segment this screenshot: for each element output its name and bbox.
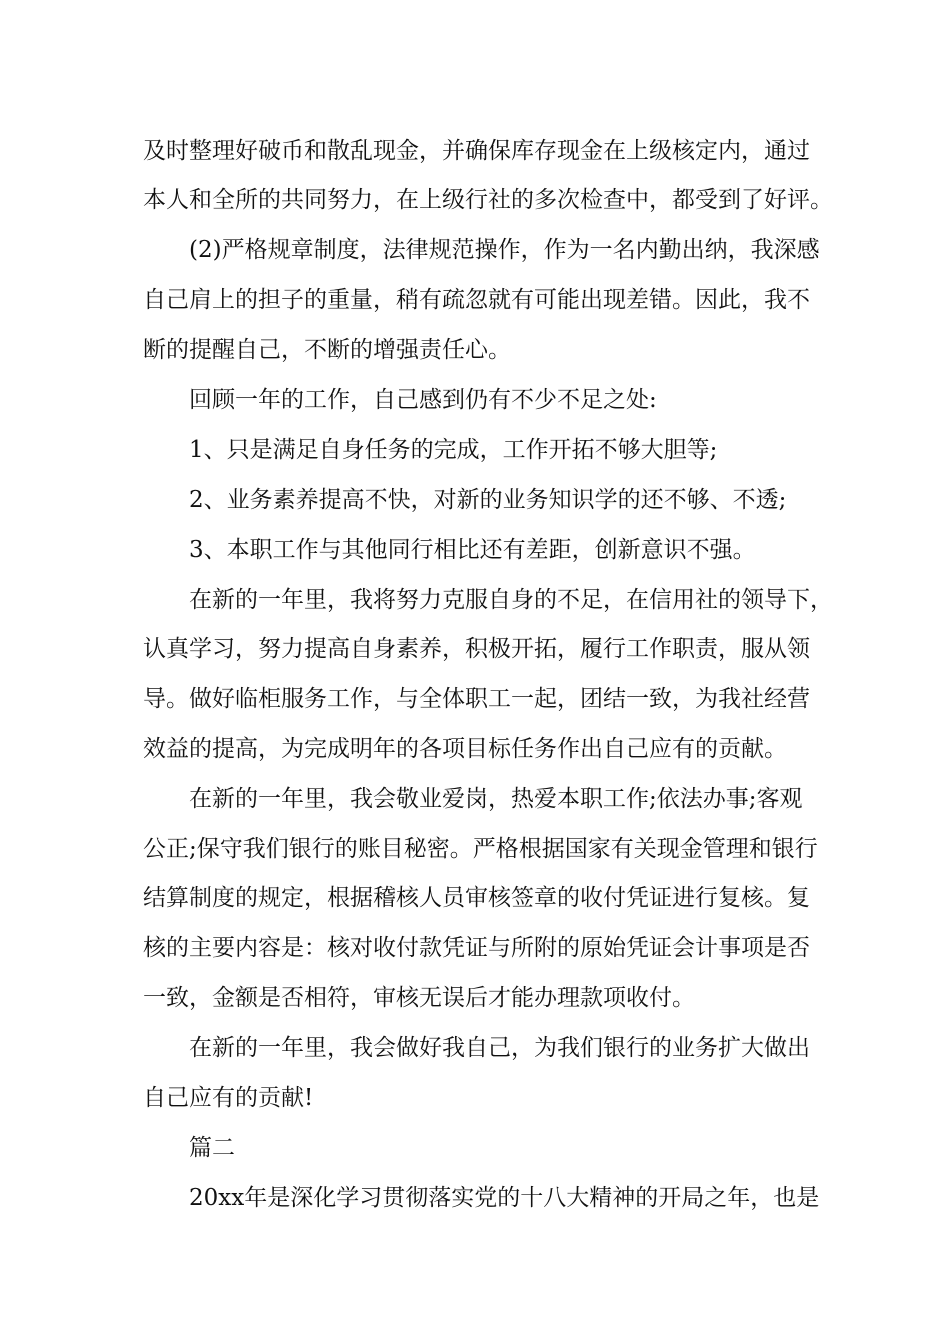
text-line: 效益的提高，为完成明年的各项目标任务作出自己应有的贡献。 <box>143 736 787 762</box>
text-line: 本人和全所的共同努力，在上级行社的多次检查中，都受到了好评。 <box>143 187 833 213</box>
list-item: 1、只是满足自身任务的完成，工作开拓不够大胆等; <box>189 437 718 463</box>
text-line: (2)严格规章制度，法律规范操作，作为一名内勤出纳，我深感 <box>189 237 820 263</box>
list-item: 3、本职工作与其他同行相比还有差距，创新意识不强。 <box>189 537 756 563</box>
text-line: 结算制度的规定，根据稽核人员审核签章的收付凭证进行复核。复 <box>143 885 810 911</box>
text-line: 核的主要内容是：核对收付款凭证与所附的原始凭证会计事项是否 <box>143 935 810 961</box>
text-line: 自己应有的贡献! <box>143 1085 314 1111</box>
section-heading: 篇二 <box>189 1135 235 1161</box>
list-item: 2、业务素养提高不快，对新的业务知识学的还不够、不透; <box>189 487 787 513</box>
text-line: 及时整理好破币和散乱现金，并确保库存现金在上级核定内，通过 <box>143 138 810 164</box>
text-line: 在新的一年里，我将努力克服自身的不足，在信用社的领导下， <box>189 587 833 613</box>
text-line: 自己肩上的担子的重量，稍有疏忽就有可能出现差错。因此，我不 <box>143 287 810 313</box>
text-line: 在新的一年里，我会敬业爱岗，热爱本职工作;依法办事;客观 <box>189 786 803 812</box>
text-line: 断的提醒自己，不断的增强责任心。 <box>143 337 511 363</box>
text-line: 一致，金额是否相符，审核无误后才能办理款项收付。 <box>143 985 695 1011</box>
text-line: 回顾一年的工作，自己感到仍有不少不足之处: <box>189 387 657 413</box>
text-line: 20xx年是深化学习贯彻落实党的十八大精神的开局之年，也是 <box>189 1185 820 1211</box>
text-line: 公正;保守我们银行的账目秘密。严格根据国家有关现金管理和银行 <box>143 836 818 862</box>
text-line: 认真学习，努力提高自身素养，积极开拓，履行工作职责，服从领 <box>143 636 810 662</box>
text-line: 导。做好临柜服务工作，与全体职工一起，团结一致，为我社经营 <box>143 686 810 712</box>
text-line: 在新的一年里，我会做好我自己，为我们银行的业务扩大做出 <box>189 1035 810 1061</box>
